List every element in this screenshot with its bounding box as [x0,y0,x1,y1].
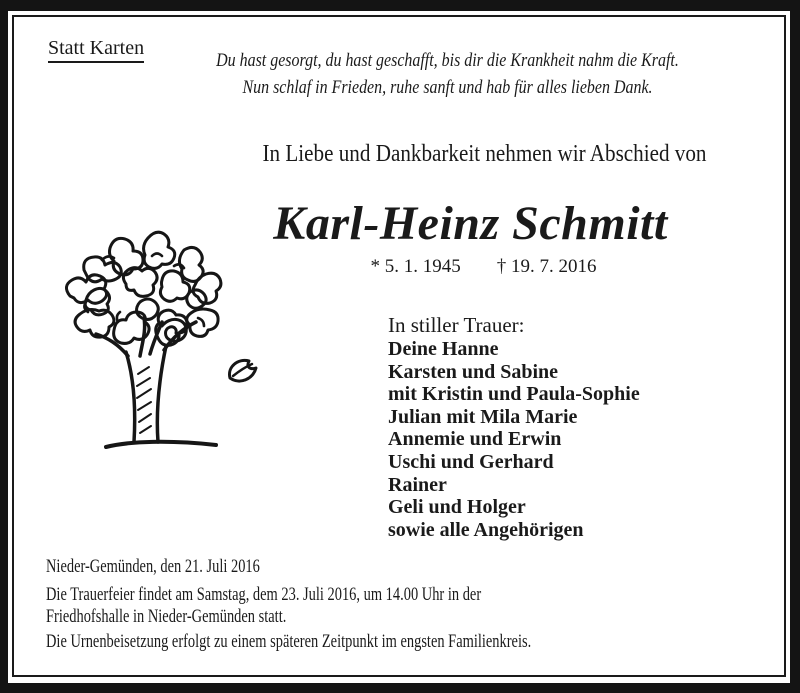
mourner-name: Uschi und Gerhard [388,450,554,473]
deceased-name: Karl-Heinz Schmitt [273,197,668,250]
place-date-line: Nieder-Gemünden, den 21. Juli 2016 [46,556,260,577]
memorial-verse [177,47,719,101]
mourning-header: In stiller Trauer: [388,313,525,337]
mourner-name: Annemie und Erwin [388,428,562,451]
birth-date: * 5. 1. 1945 [370,256,461,277]
mourner-name: sowie alle Angehörigen [388,518,584,541]
mourner-name: Geli und Holger [388,496,526,519]
mourner-name: mit Kristin und Paula-Sophie [388,383,640,406]
statt-karten-label: Statt Karten [48,37,144,63]
mourner-name: Rainer [388,473,447,496]
notice-paper [8,11,790,683]
mourner-name: Julian mit Mila Marie [388,405,578,428]
death-date: † 19. 7. 2016 [496,256,597,277]
mourner-name: Karsten und Sabine [388,360,559,383]
memorial-verse-line-2: Nun schlaf in Frieden, ruhe sanft und hab für alles lieben Dank. [242,77,653,98]
mourning-section [388,313,640,541]
memorial-verse-line-1: Du hast gesorgt, du hast geschafft, bis dir die Krankheit nahm die Kraft. [216,50,679,71]
mourner-name: Deine Hanne [388,338,499,360]
mourners-list [388,338,640,541]
farewell-intro: In Liebe und Dankbarkeit nehmen wir Abschied von [262,141,707,167]
funeral-info: Die Trauerfeier findet am Samstag, dem 23. Juli 2016, um 14.00 Uhr in der Friedhofshalle in Nieder-Gemünden statt. [46,584,482,627]
tree-with-falling-leaf-icon [50,226,265,466]
tree-illustration [50,226,265,466]
urn-burial-info: Die Urnenbeisetzung erfolgt zu einem späteren Zeitpunkt im engsten Familienkreis. [46,631,532,652]
